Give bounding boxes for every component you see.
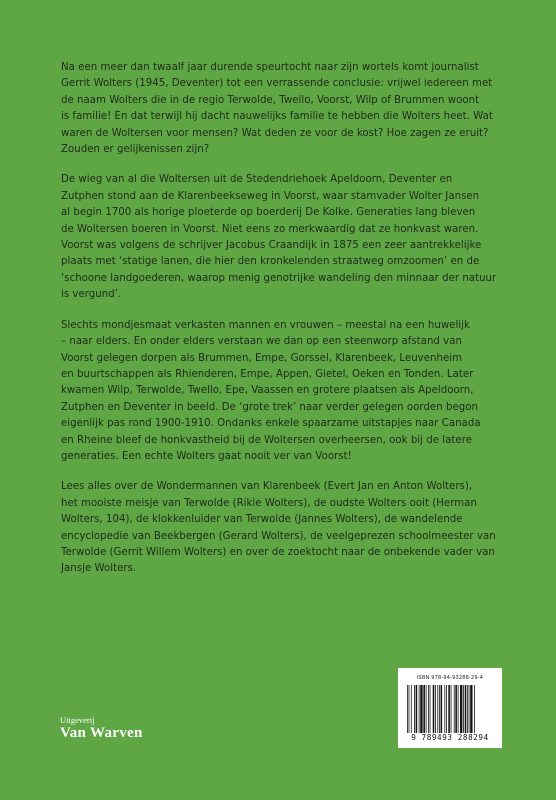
text-line: is vergund’. [61, 289, 122, 301]
text-line: het mooiste meisje van Terwolde (Rikie Wolters), de oudste Wolters ooit (Herman [61, 497, 477, 509]
isbn-barcode [398, 668, 502, 748]
blurb-paragraph-1 [61, 60, 501, 158]
text-line: plaats met ‘statige lanen, die hier den kronkelenden straatweg omzoomen’ en de [61, 256, 480, 268]
barcode-graphic [406, 685, 498, 733]
text-line: Wolters, 104), de klokkenluider van Terwolde (Jannes Wolters), de wandelende [61, 514, 463, 526]
back-cover-blurb [61, 60, 501, 592]
publisher-name: Van Warven [60, 725, 143, 741]
text-line: eigenlijk pas rond 1900-1910. Ondanks enkele spaarzame uitstapjes naar Canada [61, 418, 481, 430]
text-line: de naam Wolters die in de regio Terwolde, Twello, Voorst, Wilp of Brummen woont [61, 94, 480, 106]
barcode-bars [406, 685, 498, 733]
text-line: Jansje Wolters. [61, 563, 137, 575]
text-line: encyclopedie van Beekbergen (Gerard Wolters), de veelgeprezen schoolmeester van [61, 530, 496, 542]
text-line: ‘schoone landgoederen, waarop menig genotrijke wandeling den minnaar der natuur [61, 272, 497, 284]
text-line: – naar elders. En onder elders verstaan we dan op een steenworp afstand van [61, 336, 462, 348]
text-line: generaties. Een echte Wolters gaat nooit ver van Voorst! [61, 450, 352, 462]
text-line: Slechts mondjesmaat verkasten mannen en vrouwen – meestal na een huwelijk [61, 319, 470, 331]
text-line: Na een meer dan twaalf jaar durende speurtocht naar zijn wortels komt journalist [61, 62, 479, 73]
isbn-label: ISBN 978-94-93288-29-4 [416, 675, 484, 681]
text-line: Terwolde (Gerrit Willem Wolters) en over de zoektocht naar de onbekende vader van [61, 546, 495, 558]
text-line: de Woltersen boeren in Voorst. Niet eens zo merkwaardig dat ze honkvast waren. [61, 223, 479, 235]
text-line: Voorst gelegen dorpen als Brummen, Empe, Gorssel, Klarenbeek, Leuvenheim [61, 352, 463, 364]
text-line: en buurtschappen als Rhienderen, Empe, Appen, Gietel, Oeken en Tonden. Later [61, 368, 474, 380]
text-line: De wieg van al die Woltersen uit de Stedendriehoek Apeldoorn, Deventer en [61, 174, 453, 186]
blurb-paragraph-2 [61, 172, 501, 303]
text-line: Zutphen en Deventer in beeld. De ‘grote trek’ naar verder gelegen oorden begon [61, 401, 478, 413]
text-line: Voorst was volgens de schrijver Jacobus Craandijk in 1875 een zeer aantrekkelijke [61, 240, 482, 252]
text-line: Gerrit Wolters (1945, Deventer) tot een verrassende conclusie: vrijwel iedereen met [61, 78, 493, 90]
publisher-logo [60, 715, 143, 742]
text-line: kwamen Wilp, Terwolde, Twello, Epe, Vaassen en grotere plaatsen als Apeldoorn, [61, 385, 474, 397]
text-line: Zouden er gelijkenissen zijn? [61, 144, 210, 156]
text-line: is familie! En dat terwijl hij dacht nauwelijks familie te hebben die Wolters heet. Wat [61, 111, 493, 123]
blurb-paragraph-3 [61, 318, 501, 466]
text-line: en Rheine bleef de honkvastheid bij de Woltersen overheersen, ook bij de latere [61, 434, 472, 446]
text-line: Lees alles over de Wondermannen van Klarenbeek (Evert Jan en Anton Wolters), [61, 481, 473, 493]
barcode-number: 9 789493 288294 [411, 733, 489, 742]
blurb-paragraph-4 [61, 479, 501, 577]
text-line: al begin 1700 als horige ploeterde op boerderij De Kolke. Generaties lang bleven [61, 207, 476, 219]
publisher-prefix: Uitgeverij [60, 715, 95, 725]
text-line: waren de Woltersen voor mensen? Wat deden ze voor de kost? Hoe zagen ze eruit? [61, 127, 489, 139]
text-line: Zutphen stond aan de Klarenbeekseweg in Voorst, waar stamvader Wolter Jansen [61, 190, 480, 202]
